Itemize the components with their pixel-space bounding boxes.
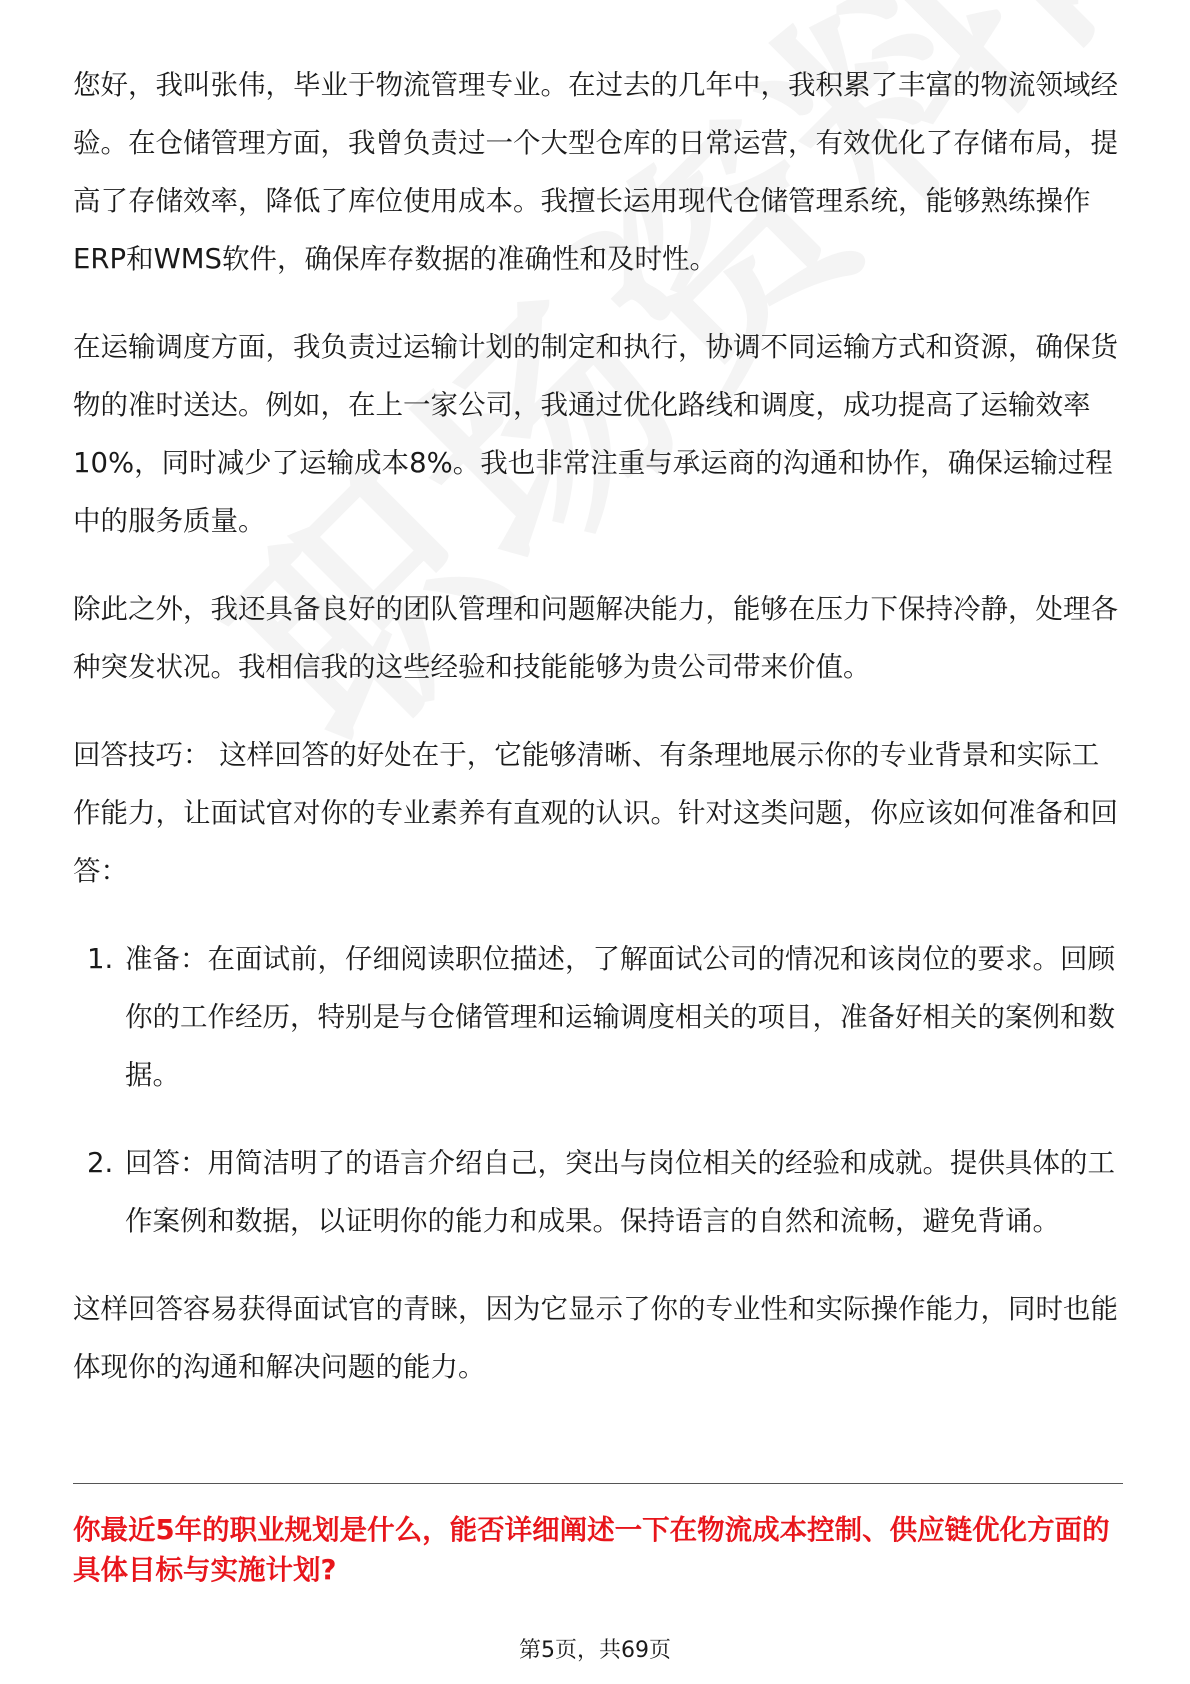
next-question-heading: 你最近5年的职业规划是什么，能否详细阐述一下在物流成本控制、供应链优化方面的具体目标与实施计划? (73, 1514, 1110, 1586)
page-number: 第5页，共69页 (519, 1638, 671, 1663)
list-item-text: 准备：在面试前，仔细阅读职位描述，了解面试公司的情况和该岗位的要求。回顾你的工作经历，特别是与仓储管理和运输调度相关的项目，准备好相关的案例和数据。 (125, 943, 1115, 1091)
paragraph-closing: 这样回答容易获得面试官的青睐，因为它显示了你的专业性和实际操作能力，同时也能体现你的沟通和解决问题的能力。 (73, 1293, 1118, 1383)
tips-list (73, 930, 1123, 1250)
paragraph-intro: 您好，我叫张伟，毕业于物流管理专业。在过去的几年中，我积累了丰富的物流领域经验。在仓储管理方面，我曾负责过一个大型仓库的日常运营，有效优化了存储布局，提高了存储效率，降低了库位使用成本。我擅长运用现代仓储管理系统，能够熟练操作ERP和WMS软件，确保库存数据的准确性和及时性。 (73, 69, 1118, 275)
list-item-number: 2. (87, 1147, 114, 1179)
list-item-text: 回答：用简洁明了的语言介绍自己，突出与岗位相关的经验和成就。提供具体的工作案例和数据，以证明你的能力和成果。保持语言的自然和流畅，避免背诵。 (125, 1147, 1115, 1237)
paragraph-transport: 在运输调度方面，我负责过运输计划的制定和执行，协调不同运输方式和资源，确保货物的准时送达。例如，在上一家公司，我通过优化路线和调度，成功提高了运输效率10%，同时减少了运输成本8%。我也非常注重与承运商的沟通和协作，确保运输过程中的服务质量。 (73, 331, 1118, 537)
list-item (73, 930, 1123, 1104)
paragraph-tips: 回答技巧： 这样回答的好处在于，它能够清晰、有条理地展示你的专业背景和实际工作能力，让面试官对你的专业素养有直观的认识。针对这类问题，你应该如何准备和回答： (73, 739, 1118, 887)
document-body (73, 56, 1123, 1426)
paragraph-skills: 除此之外，我还具备良好的团队管理和问题解决能力，能够在压力下保持冷静，处理各种突发状况。我相信我的这些经验和技能能够为贵公司带来价值。 (73, 593, 1118, 683)
list-item (73, 1134, 1123, 1250)
list-item-number: 1. (87, 943, 114, 975)
section-divider (73, 1483, 1123, 1484)
